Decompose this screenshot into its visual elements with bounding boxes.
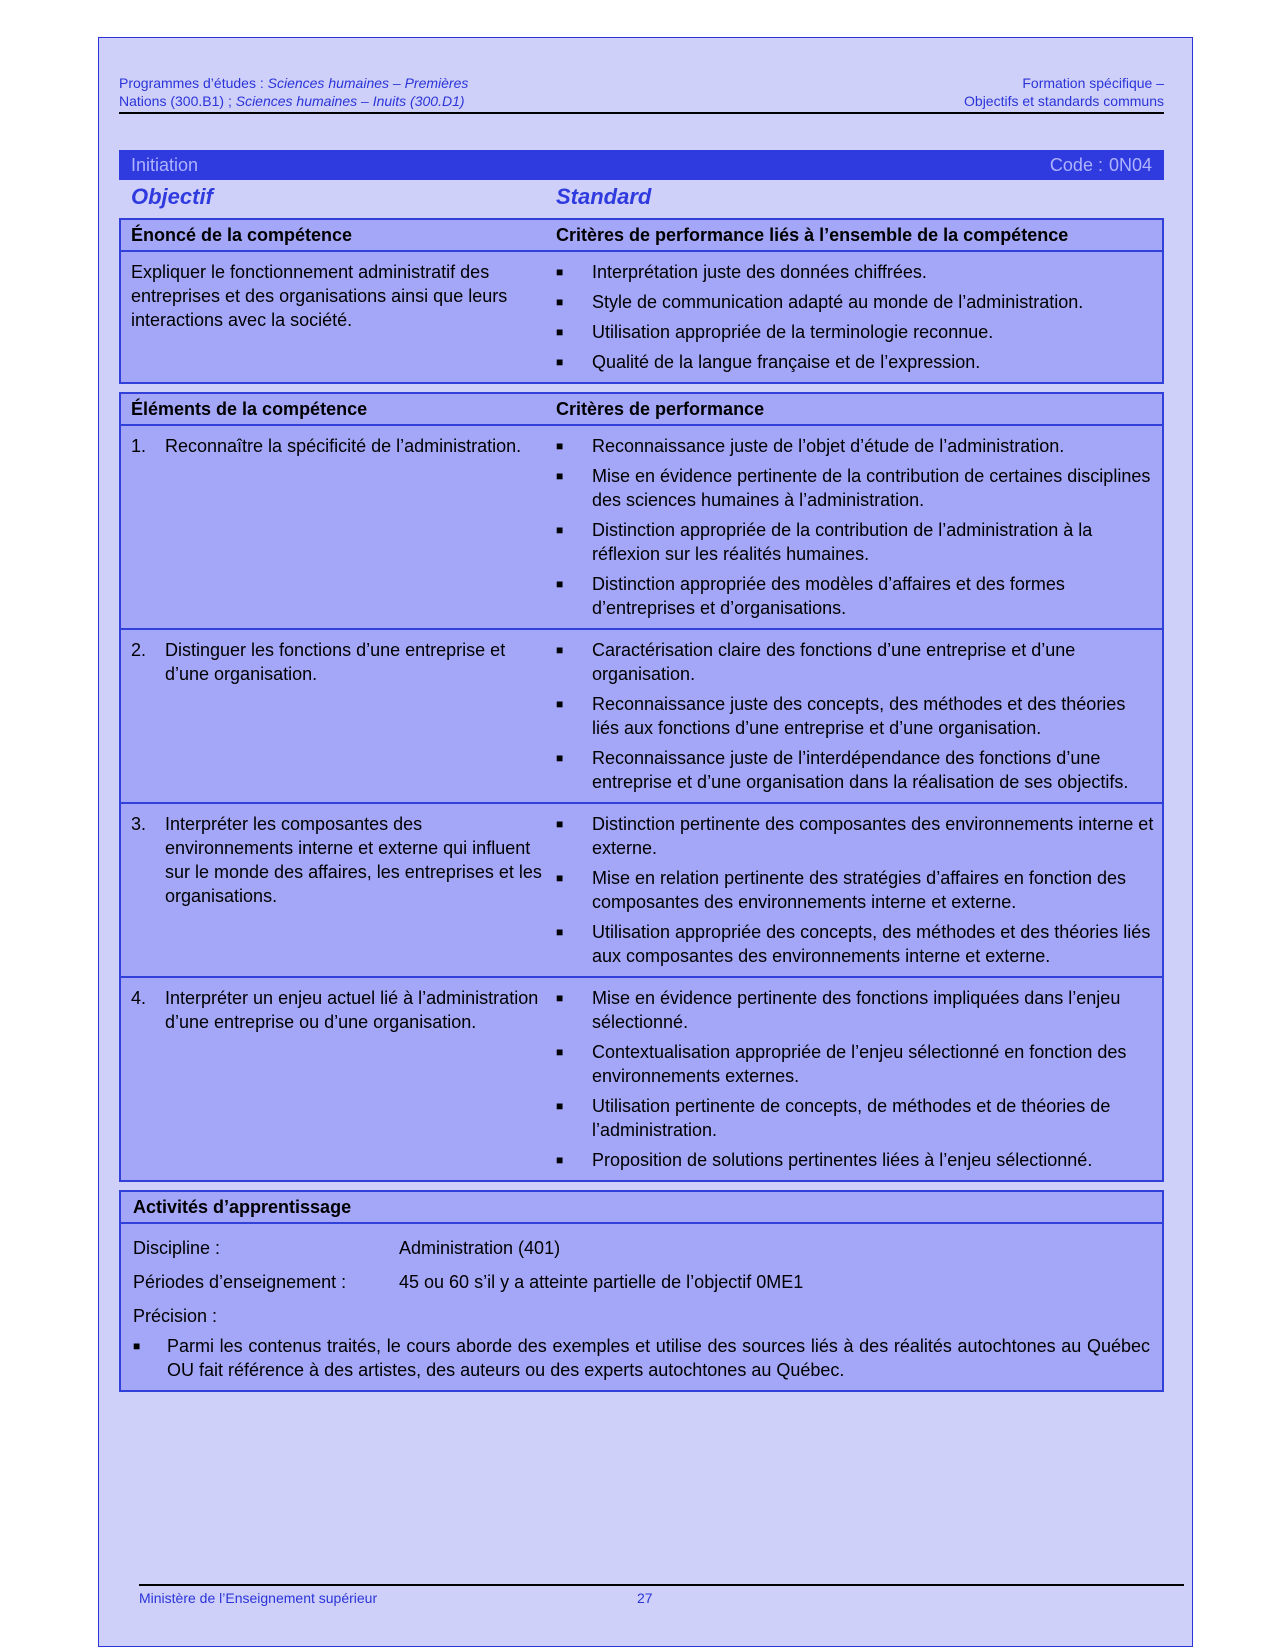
bullet-icon: ■	[556, 469, 564, 483]
document-page	[98, 37, 1193, 1647]
discipline-line: Discipline : Administration (401)	[133, 1238, 561, 1258]
criterion-item	[556, 1094, 1154, 1142]
criterion-item	[556, 638, 1154, 686]
element-number: 1.	[131, 436, 147, 456]
bullet-icon: ■	[556, 871, 564, 885]
criterion-text: Proposition de solutions pertinentes liées à l’enjeu sélectionné.	[592, 1150, 1093, 1170]
element-label: Interpréter les composantes des environnements interne et externe qui influent sur le monde des affaires, les entreprises et les organisations.	[165, 814, 542, 906]
bullet-icon: ■	[556, 697, 564, 711]
running-header	[119, 74, 1164, 110]
element-number: 3.	[131, 814, 147, 834]
criterion-item	[556, 434, 1154, 458]
criterion-text: Utilisation pertinente de concepts, de méthodes et de théories de l’administration.	[592, 1096, 1111, 1140]
bullet-icon: ■	[556, 817, 564, 831]
criterion-text: Mise en relation pertinente des stratégies d’affaires en fonction des composantes des environnements interne et externe.	[592, 868, 1126, 912]
page-content	[119, 74, 1164, 1606]
criterion-item	[556, 866, 1154, 914]
criterion-item	[556, 464, 1154, 512]
element-text	[131, 638, 556, 794]
bullet-icon: ■	[556, 355, 564, 369]
element-text	[131, 812, 556, 968]
bullet-icon: ■	[556, 577, 564, 591]
element-row	[121, 426, 1162, 628]
criterion-text: Reconnaissance juste de l’objet d’étude de l’administration.	[592, 436, 1065, 456]
enonce-head: Énoncé de la compétence Critères de performance liés à l’ensemble de la compétence	[121, 220, 1162, 252]
criterion-item	[556, 260, 1154, 284]
standard-title: Standard	[556, 184, 652, 209]
criterion-item	[556, 692, 1154, 740]
criterion-item	[556, 290, 1154, 314]
bullet-icon: ■	[556, 523, 564, 537]
criterion-text: Mise en évidence pertinente des fonctions impliquées dans l’enjeu sélectionné.	[592, 988, 1121, 1032]
elements-head: Éléments de la compétence Critères de performance	[121, 394, 1162, 426]
criterion-text: Qualité de la langue française et de l’expression.	[592, 352, 981, 372]
bullet-icon: ■	[556, 295, 564, 309]
enonce-criteria	[556, 260, 1162, 374]
objectif-title: Objectif	[131, 184, 213, 209]
bullet-icon: ■	[556, 439, 564, 453]
criterion-text: Caractérisation claire des fonctions d’une entreprise et d’une organisation.	[592, 640, 1076, 684]
criterion-text: Utilisation appropriée de la terminologie reconnue.	[592, 322, 994, 342]
element-criteria	[556, 638, 1162, 794]
band-title: Initiation	[131, 155, 199, 175]
header-right: Formation spécifique – Objectifs et standards communs	[964, 75, 1164, 109]
criterion-item	[556, 518, 1154, 566]
elements-rows	[121, 426, 1162, 1180]
column-titles	[119, 180, 1164, 214]
bullet-icon: ■	[556, 1045, 564, 1059]
criterion-text: Reconnaissance juste de l’interdépendance des fonctions d’une entreprise et d’une organisation dans la réalisation de ses objectifs.	[592, 748, 1129, 792]
bullet-icon: ■	[133, 1339, 141, 1353]
bullet-icon: ■	[556, 325, 564, 339]
criterion-item	[556, 746, 1154, 794]
page-number: 27	[637, 1590, 653, 1606]
bullet-icon: ■	[556, 991, 564, 1005]
criterion-text: Reconnaissance juste des concepts, des méthodes et des théories liés aux fonctions d’une entreprise et d’une organisation.	[592, 694, 1126, 738]
element-criteria	[556, 812, 1162, 968]
element-criteria	[556, 434, 1162, 620]
element-row	[121, 628, 1162, 802]
criterion-item	[556, 986, 1154, 1034]
enonce-row	[121, 252, 1162, 382]
header-rule	[119, 112, 1164, 114]
criterion-text: Style de communication adapté au monde de l’administration.	[592, 292, 1084, 312]
footer-rule	[139, 1584, 1184, 1586]
bullet-icon: ■	[556, 751, 564, 765]
criterion-text: Interprétation juste des données chiffrées.	[592, 262, 927, 282]
criterion-item	[556, 572, 1154, 620]
criterion-text: Distinction appropriée des modèles d’affaires et des formes d’entreprises et d’organisations.	[592, 574, 1065, 618]
criterion-text: Utilisation appropriée des concepts, des méthodes et des théories liés aux composantes des environnements interne et externe.	[592, 922, 1151, 966]
element-label: Interpréter un enjeu actuel lié à l’administration d’une entreprise ou d’une organisation.	[165, 988, 539, 1032]
bullet-icon: ■	[556, 1099, 564, 1113]
bullet-icon: ■	[556, 265, 564, 279]
element-row	[121, 802, 1162, 976]
element-number: 2.	[131, 640, 147, 660]
bullet-icon: ■	[556, 1153, 564, 1167]
band-code: Code : 0N04	[1049, 155, 1152, 175]
criterion-item	[556, 920, 1154, 968]
element-number: 4.	[131, 988, 147, 1008]
elements-box	[119, 392, 1164, 1182]
precision-item: ■ Parmi les contenus traités, le cours aborde des exemples et utilise des sources liés à des réalités autochtones au Québec OU fait référence à des artistes, des auteurs ou des experts autochtones au Québec.	[133, 1336, 1150, 1380]
element-criteria	[556, 986, 1162, 1172]
criterion-item	[556, 1040, 1154, 1088]
element-row	[121, 976, 1162, 1180]
bullet-icon: ■	[556, 925, 564, 939]
criterion-text: Distinction pertinente des composantes des environnements interne et externe.	[592, 814, 1154, 858]
periodes-line: Périodes d’enseignement : 45 ou 60 s’il y a atteinte partielle de l’objectif 0ME1	[133, 1272, 804, 1292]
bullet-icon: ■	[556, 643, 564, 657]
criterion-item	[556, 1148, 1154, 1172]
footer-ministry: Ministère de l’Enseignement supérieur	[139, 1590, 378, 1606]
criterion-item	[556, 812, 1154, 860]
activites-title: Activités d’apprentissage	[121, 1192, 1162, 1224]
header-left: Programmes d’études : Sciences humaines – Premières Nations (300.B1) ; Sciences humaines – Inuits (300.D1)	[119, 75, 469, 109]
criterion-text: Mise en évidence pertinente de la contribution de certaines disciplines des sciences humaines à l’administration.	[592, 466, 1151, 510]
element-text	[131, 986, 556, 1172]
criterion-text: Contextualisation appropriée de l’enjeu sélectionné en fonction des environnements externes.	[592, 1042, 1127, 1086]
precision-label: Précision :	[133, 1306, 218, 1326]
criterion-item	[556, 350, 1154, 374]
criterion-text: Distinction appropriée de la contribution de l’administration à la réflexion sur les réalités humaines.	[592, 520, 1093, 564]
activites-box	[119, 1190, 1164, 1392]
element-label: Reconnaître la spécificité de l’administration.	[165, 436, 522, 456]
enonce-box	[119, 218, 1164, 384]
element-text	[131, 434, 556, 620]
course-band	[119, 150, 1164, 180]
enonce-text: Expliquer le fonctionnement administratif des entreprises et des organisations ainsi que leurs interactions avec la société.	[131, 262, 508, 330]
criterion-item	[556, 320, 1154, 344]
activites-body	[121, 1224, 1162, 1390]
page-footer	[139, 1584, 1184, 1606]
element-label: Distinguer les fonctions d’une entreprise et d’une organisation.	[165, 640, 506, 684]
